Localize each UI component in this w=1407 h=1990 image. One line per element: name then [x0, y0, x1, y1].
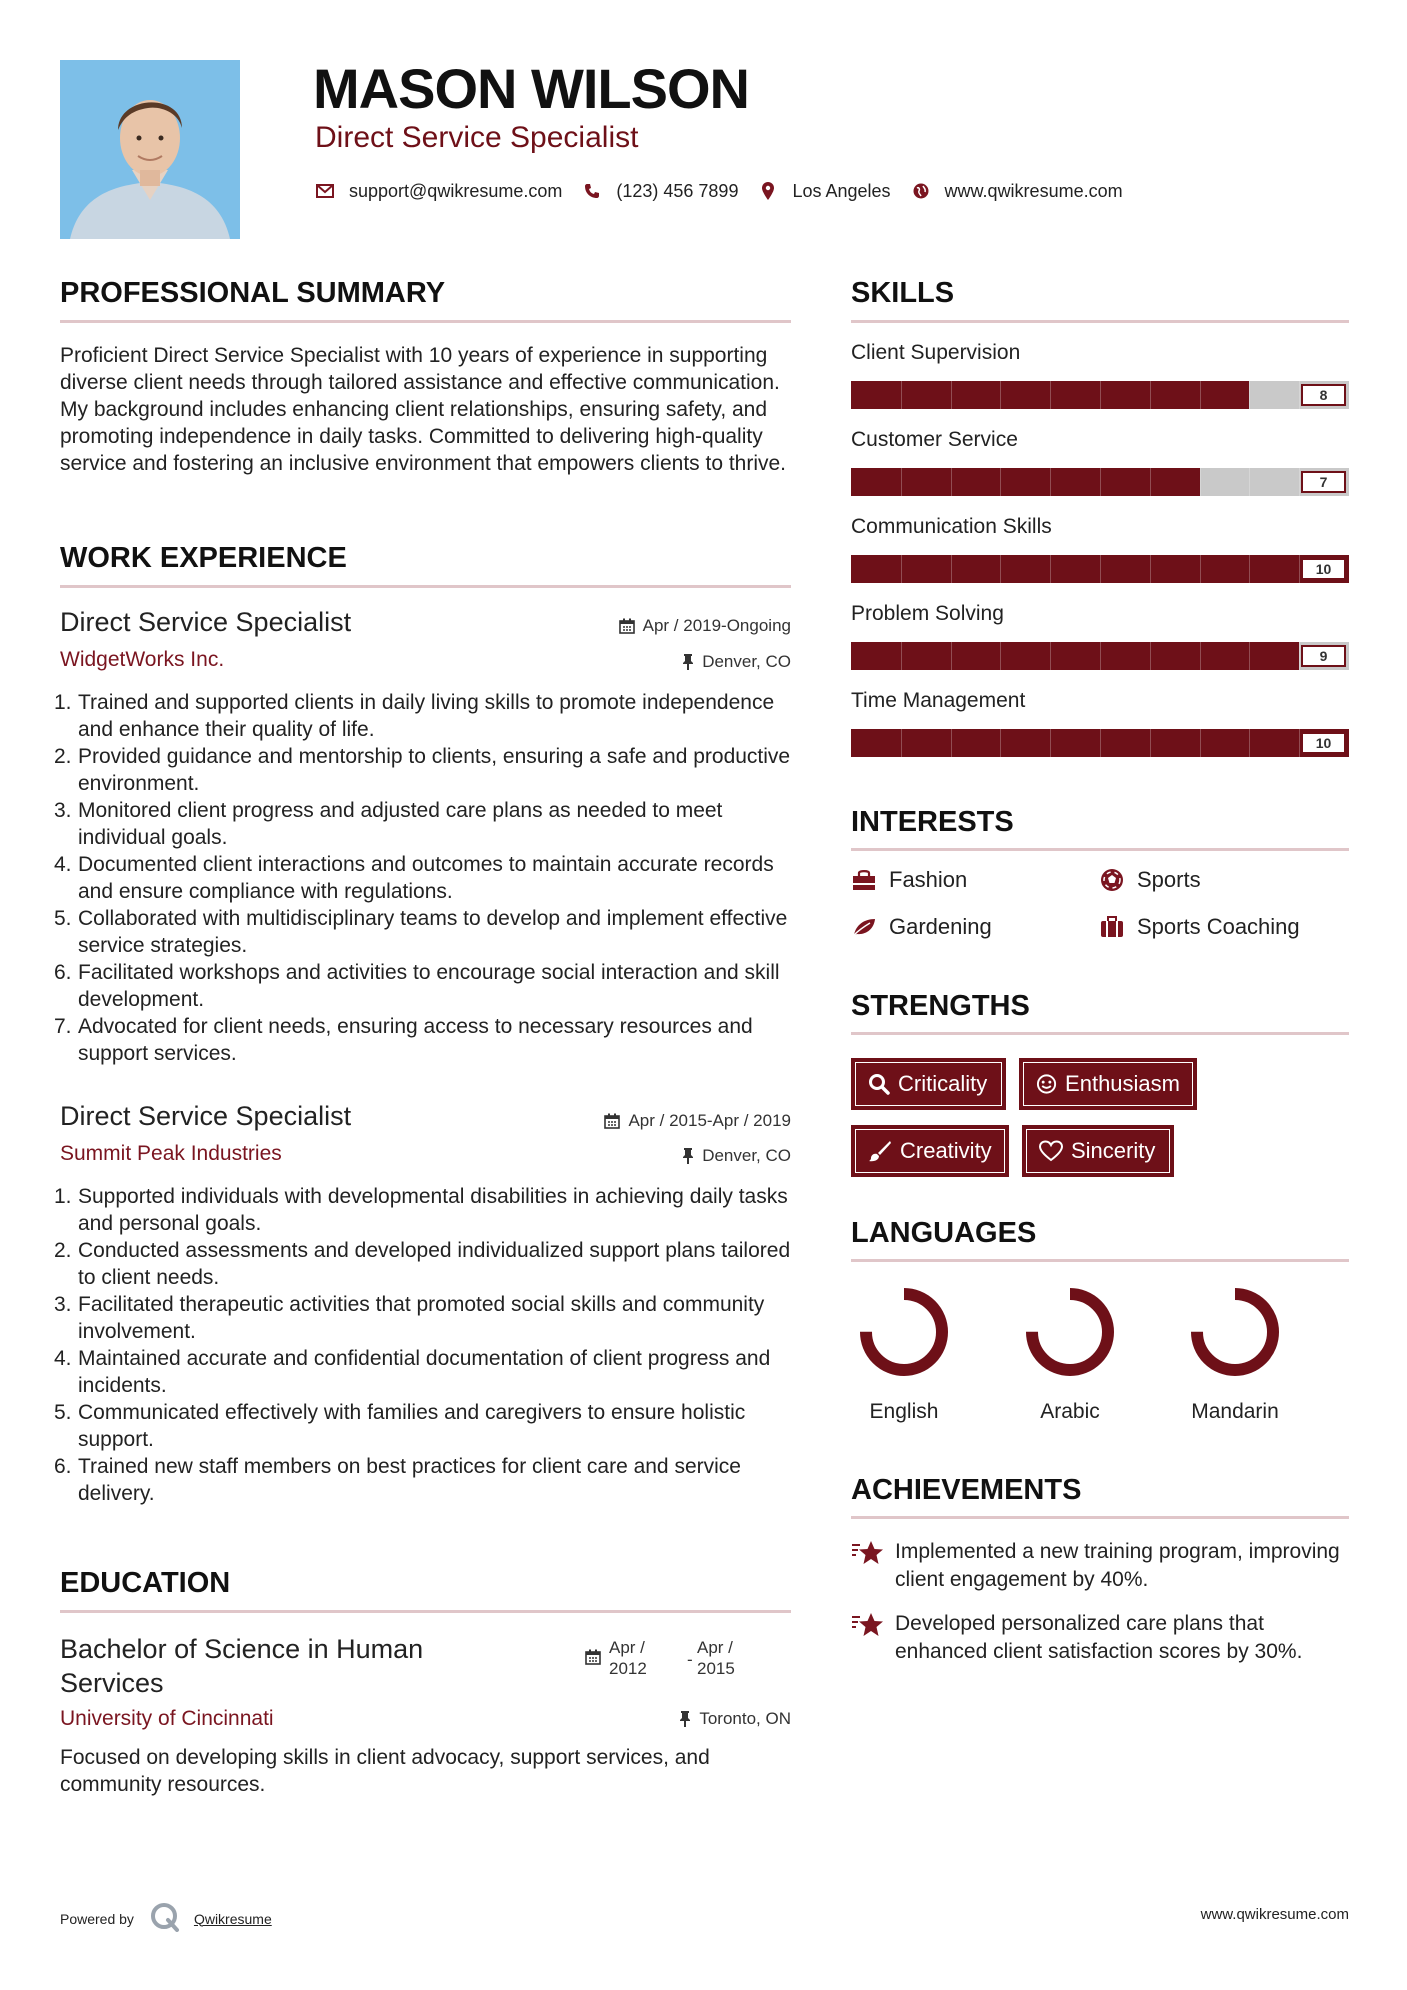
qwikresume-logo-icon — [150, 1902, 180, 1935]
search-icon — [868, 1073, 890, 1095]
profile-photo — [60, 60, 240, 239]
skill-bar-segment — [1150, 729, 1151, 757]
skill-bar-segment — [1100, 729, 1101, 757]
job-2-dates — [604, 1111, 791, 1131]
paint-brush-icon — [868, 1140, 892, 1162]
star-icon — [851, 1538, 895, 1594]
skill-bar-segment — [1150, 555, 1151, 583]
strength-criticality: Criticality — [851, 1058, 1006, 1110]
leaf-icon — [851, 914, 877, 940]
skill-score: 10 — [1301, 732, 1346, 754]
footer-brand-link[interactable]: Qwikresume — [193, 1910, 272, 1927]
language-ring — [858, 1286, 950, 1378]
summary-text: Proficient Direct Service Specialist with 10 years of experience in supporting diverse client needs through tailored assistance and effective communication. My background includes enhancing client relationships, ensuring safety, and promoting independence in daily tasks. Committed to delivering high-quality service and fostering an inclusive environment that empowers clients to thrive. — [60, 344, 787, 475]
language-label: Mandarin — [1191, 1400, 1279, 1423]
star-icon — [851, 1610, 895, 1666]
skill-bar — [851, 642, 1349, 670]
languages-heading: LANGUAGES — [851, 1217, 1037, 1249]
calendar-icon — [619, 618, 635, 634]
footer-powered-by — [60, 1902, 272, 1935]
heart-icon — [1039, 1140, 1063, 1162]
footer-powered-label: Powered by — [60, 1910, 134, 1927]
skill-label: Customer Service — [851, 428, 1018, 451]
achievement-1 — [851, 1538, 1351, 1594]
skill-label: Time Management — [851, 689, 1026, 712]
skill-bar-segment — [1050, 381, 1051, 409]
list-item: 2. Provided guidance and mentorship to clients, ensuring a safe and productive environment. — [54, 745, 791, 795]
skill-bar-segment — [1150, 468, 1151, 496]
skill-bar-segment — [901, 381, 902, 409]
job-2-company: Summit Peak Industries — [60, 1142, 282, 1165]
job-1-location — [682, 652, 791, 672]
education-degree — [60, 1632, 423, 1700]
summary-divider — [60, 320, 791, 323]
skill-bar-segment — [901, 729, 902, 757]
skill-score: 8 — [1301, 384, 1346, 406]
strengths-divider — [851, 1032, 1349, 1035]
list-item: 2. Conducted assessments and developed individualized support plans tailored to client needs. — [54, 1239, 791, 1289]
skill-bar-segment — [951, 381, 952, 409]
skill-score: 7 — [1301, 471, 1346, 493]
language-ring-arc — [1032, 1294, 1108, 1370]
skill-label: Communication Skills — [851, 515, 1052, 538]
shopping-bag-icon — [851, 867, 877, 893]
skill-label: Problem Solving — [851, 602, 1004, 625]
skill-bar-segment — [901, 642, 902, 670]
skill-score: 10 — [1301, 558, 1346, 580]
contact-phone[interactable]: (123) 456 7899 — [616, 180, 739, 201]
skill-bar-segment — [1000, 642, 1001, 670]
skill-bar-segment — [1050, 642, 1051, 670]
skill-bar — [851, 381, 1349, 409]
interest-fashion: Fashion — [851, 867, 967, 893]
soccer-ball-icon — [1099, 867, 1125, 893]
contact-email[interactable]: support@qwikresume.com — [349, 180, 563, 201]
strength-sincerity: Sincerity — [1022, 1125, 1174, 1177]
candidate-title: Direct Service Specialist — [315, 121, 639, 154]
skills-divider — [851, 320, 1349, 323]
job-1-location-text: Denver, CO — [702, 652, 791, 671]
education-heading: EDUCATION — [60, 1567, 231, 1599]
achievements-divider — [851, 1516, 1349, 1519]
skill-bar — [851, 729, 1349, 757]
skill-bar-segment — [951, 468, 952, 496]
experience-divider — [60, 585, 791, 588]
skill-bar-segment — [901, 468, 902, 496]
language-ring — [1189, 1286, 1281, 1378]
pushpin-icon — [682, 1148, 694, 1164]
strength-enthusiasm: Enthusiasm — [1019, 1058, 1197, 1110]
skill-bar-segment — [1200, 555, 1201, 583]
skill-bar-segment — [1150, 381, 1151, 409]
skill-bar-segment — [1249, 642, 1250, 670]
list-item: 7. Advocated for client needs, ensuring access to necessary resources and support services. — [54, 1015, 753, 1065]
language-label: English — [869, 1400, 939, 1423]
job-1-dates — [619, 616, 791, 636]
education-divider — [60, 1610, 791, 1613]
education-start: Apr / 2012 — [609, 1638, 647, 1678]
skill-bar-fill — [851, 468, 1200, 496]
globe-icon — [911, 181, 931, 201]
job-1-title: Direct Service Specialist — [60, 607, 352, 637]
list-item: 4. Documented client interactions and outcomes to maintain accurate records and ensure compliance with regulations. — [54, 853, 774, 903]
skill-bar-segment — [1249, 729, 1250, 757]
skills-heading: SKILLS — [851, 277, 955, 309]
education-end: Apr / 2015 — [697, 1638, 735, 1678]
skill-score: 9 — [1301, 645, 1346, 667]
language-label: Arabic — [1040, 1400, 1100, 1423]
skill-bar-segment — [1200, 729, 1201, 757]
education-school: University of Cincinnati — [60, 1707, 274, 1730]
job-2-location — [682, 1146, 791, 1166]
job-2-title: Direct Service Specialist — [60, 1101, 352, 1131]
skill-bar-segment — [1050, 555, 1051, 583]
skill-bar-segment — [1249, 555, 1250, 583]
skill-bar-segment — [1200, 642, 1201, 670]
skill-bar-segment — [1000, 555, 1001, 583]
strength-creativity: Creativity — [851, 1125, 1009, 1177]
job-2-dates-text: Apr / 2015-Apr / 2019 — [628, 1111, 791, 1130]
skill-bar-segment — [1100, 642, 1101, 670]
skill-bar-segment — [1249, 381, 1250, 409]
list-item: 1. Supported individuals with developmental disabilities in achieving daily tasks and personal goals. — [54, 1185, 788, 1235]
list-item: 5. Collaborated with multidisciplinary teams to develop and implement effective service strategies. — [54, 907, 788, 957]
phone-icon — [582, 181, 602, 201]
education-location-text: Toronto, ON — [699, 1709, 791, 1728]
skill-bar-segment — [1000, 381, 1001, 409]
language-ring — [1024, 1286, 1116, 1378]
skill-bar-segment — [1050, 468, 1051, 496]
skill-bar — [851, 555, 1349, 583]
achievement-2 — [851, 1610, 1351, 1666]
skill-bar-segment — [1100, 381, 1101, 409]
skill-bar-segment — [951, 729, 952, 757]
experience-heading: WORK EXPERIENCE — [60, 542, 347, 574]
skill-label: Client Supervision — [851, 341, 1021, 364]
pushpin-icon — [682, 654, 694, 670]
achievements-heading: ACHIEVEMENTS — [851, 1474, 1082, 1506]
job-2-location-text: Denver, CO — [702, 1146, 791, 1165]
languages-divider — [851, 1259, 1349, 1262]
contact-website[interactable]: www.qwikresume.com — [944, 180, 1123, 201]
interests-heading: INTERESTS — [851, 806, 1014, 838]
education-degree-line2: Services — [60, 1668, 164, 1698]
job-1-company: WidgetWorks Inc. — [60, 648, 225, 671]
list-item: 4. Maintained accurate and confidential documentation of client progress and incidents. — [54, 1347, 771, 1397]
job-2-bullets — [54, 1183, 798, 1507]
summary-heading: PROFESSIONAL SUMMARY — [60, 277, 446, 309]
education-dash: - — [687, 1650, 693, 1669]
language-ring-arc — [1197, 1294, 1273, 1370]
interest-sports: Sports — [1099, 867, 1201, 893]
list-item: 3. Monitored client progress and adjusted care plans as needed to meet individual goals. — [54, 799, 723, 849]
list-item: 6. Facilitated workshops and activities to encourage social interaction and skill development. — [54, 961, 780, 1011]
smile-icon — [1036, 1073, 1057, 1095]
skill-bar-fill — [851, 642, 1299, 670]
job-1-bullets — [54, 689, 798, 1067]
job-1-dates-text: Apr / 2019-Ongoing — [642, 616, 791, 635]
achievement-1-text: Implemented a new training program, improving client engagement by 40%. — [895, 1540, 1340, 1591]
pushpin-icon — [679, 1711, 691, 1727]
list-item: 1. Trained and supported clients in daily living skills to promote independence and enhance their quality of life. — [54, 691, 775, 741]
skill-bar-segment — [951, 555, 952, 583]
footer-site[interactable]: www.qwikresume.com — [1200, 1906, 1349, 1923]
skill-bar-segment — [1200, 468, 1201, 496]
contact-bar — [315, 178, 1143, 204]
interests-divider — [851, 848, 1349, 851]
contact-location: Los Angeles — [792, 180, 891, 201]
education-dates — [585, 1637, 735, 1679]
skill-bar — [851, 468, 1349, 496]
list-item: 5. Communicated effectively with families and caregivers to ensure holistic support. — [54, 1401, 746, 1451]
map-pin-icon — [758, 181, 778, 201]
skill-bar-segment — [1100, 555, 1101, 583]
education-degree-line1: Bachelor of Science in Human — [60, 1634, 424, 1664]
calendar-icon — [585, 1649, 601, 1665]
skill-bar-segment — [1000, 729, 1001, 757]
skill-bar-segment — [901, 555, 902, 583]
strengths-heading: STRENGTHS — [851, 990, 1030, 1022]
calendar-icon — [604, 1113, 620, 1129]
education-description: Focused on developing skills in client advocacy, support services, and community resources. — [60, 1746, 710, 1796]
interest-gardening: Gardening — [851, 914, 992, 940]
list-item: 6. Trained new staff members on best practices for client care and service delivery. — [54, 1455, 741, 1505]
skill-bar-segment — [1000, 468, 1001, 496]
list-item: 3. Facilitated therapeutic activities that promoted social skills and community involvement. — [54, 1293, 765, 1343]
skill-bar-segment — [1200, 381, 1201, 409]
candidate-name: MASON WILSON — [313, 57, 749, 120]
briefcase-icon — [1099, 914, 1125, 940]
education-location — [679, 1709, 791, 1729]
skill-bar-segment — [1249, 468, 1250, 496]
skill-bar-segment — [1150, 642, 1151, 670]
envelope-icon — [315, 181, 335, 201]
skill-bar-segment — [1050, 729, 1051, 757]
achievement-2-text: Developed personalized care plans that enhanced client satisfaction scores by 30%. — [895, 1612, 1303, 1663]
interest-sports-coaching: Sports Coaching — [1099, 914, 1300, 940]
skill-bar-segment — [951, 642, 952, 670]
language-ring-arc — [866, 1294, 942, 1370]
skill-bar-segment — [1100, 468, 1101, 496]
